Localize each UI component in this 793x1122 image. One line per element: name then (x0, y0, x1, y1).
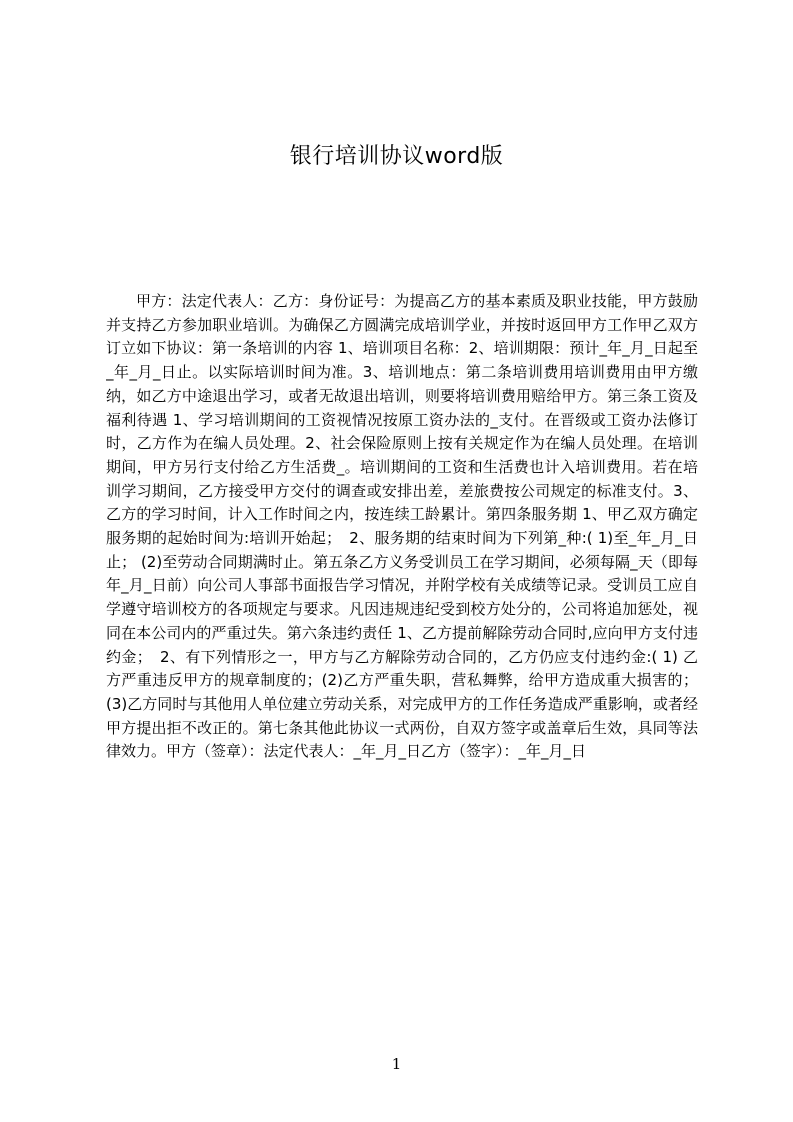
page-number: 1 (391, 1055, 402, 1073)
document-body: 甲方：法定代表人：乙方：身份证号：为提高乙方的基本素质及职业技能，甲方鼓励并支持乙方参加职业培训。为确保乙方圆满完成培训学业，并按时返回甲方工作甲乙双方订立如下协议：第一条培训的内容 1、培训项目名称：2、培训期限：预计_年_月_日起至_年_月_日止。以实际培训时间为准。3、培训地点：第二条培训费用培训费用由甲方缴纳，如乙方中途退出学习，或者无故退出培训，则要将培训费用赔给甲方。第三条工资及福利待遇 1、学习培训期间的工资视情况按原工资办法的_支付。在晋级或工资办法修订时，乙方作为在编人员处理。2、社会保险原则上按有关规定作为在编人员处理。在培训期间，甲方另行支付给乙方生活费_。培训期间的工资和生活费也计入培训费用。若在培训学习期间，乙方接受甲方交付的调查或安排出差，差旅费按公司规定的标准支付。3、乙方的学习时间，计入工作时间之内，按连续工龄累计。第四条服务期 1、甲乙双方确定服务期的起始时间为:培训开始起； 2、服务期的结束时间为下列第_种:( 1)至_年_月_日止； (2)至劳动合同期满时止。第五条乙方义务受训员工在学习期间，必须每隔_天（即每年_月_日前）向公司人事部书面报告学习情况，并附学校有关成绩等记录。受训员工应自学遵守培训校方的各项规定与要求。凡因违规违纪受到校方处分的，公司将追加惩处，视同在本公司内的严重过失。第六条违约责任 1、乙方提前解除劳动合同时,应向甲方支付违约金； 2、有下列情形之一，甲方与乙方解除劳动合同的，乙方仍应支付违约金:( 1) 乙方严重违反甲方的规章制度的；(2)乙方严重失职，营私舞弊，给甲方造成重大损害的；(3)乙方同时与其他用人单位建立劳动关系，对完成甲方的工作任务造成严重影响，或者经甲方提出拒不改正的。第七条其他此协议一式两份，自双方签字或盖章后生效，具同等法律效力。甲方（签章）：法定代表人：_年_月_日乙方（签字）：_年_月_日 (106, 292, 698, 761)
document-title: 银行培训协议word版 (289, 144, 504, 169)
